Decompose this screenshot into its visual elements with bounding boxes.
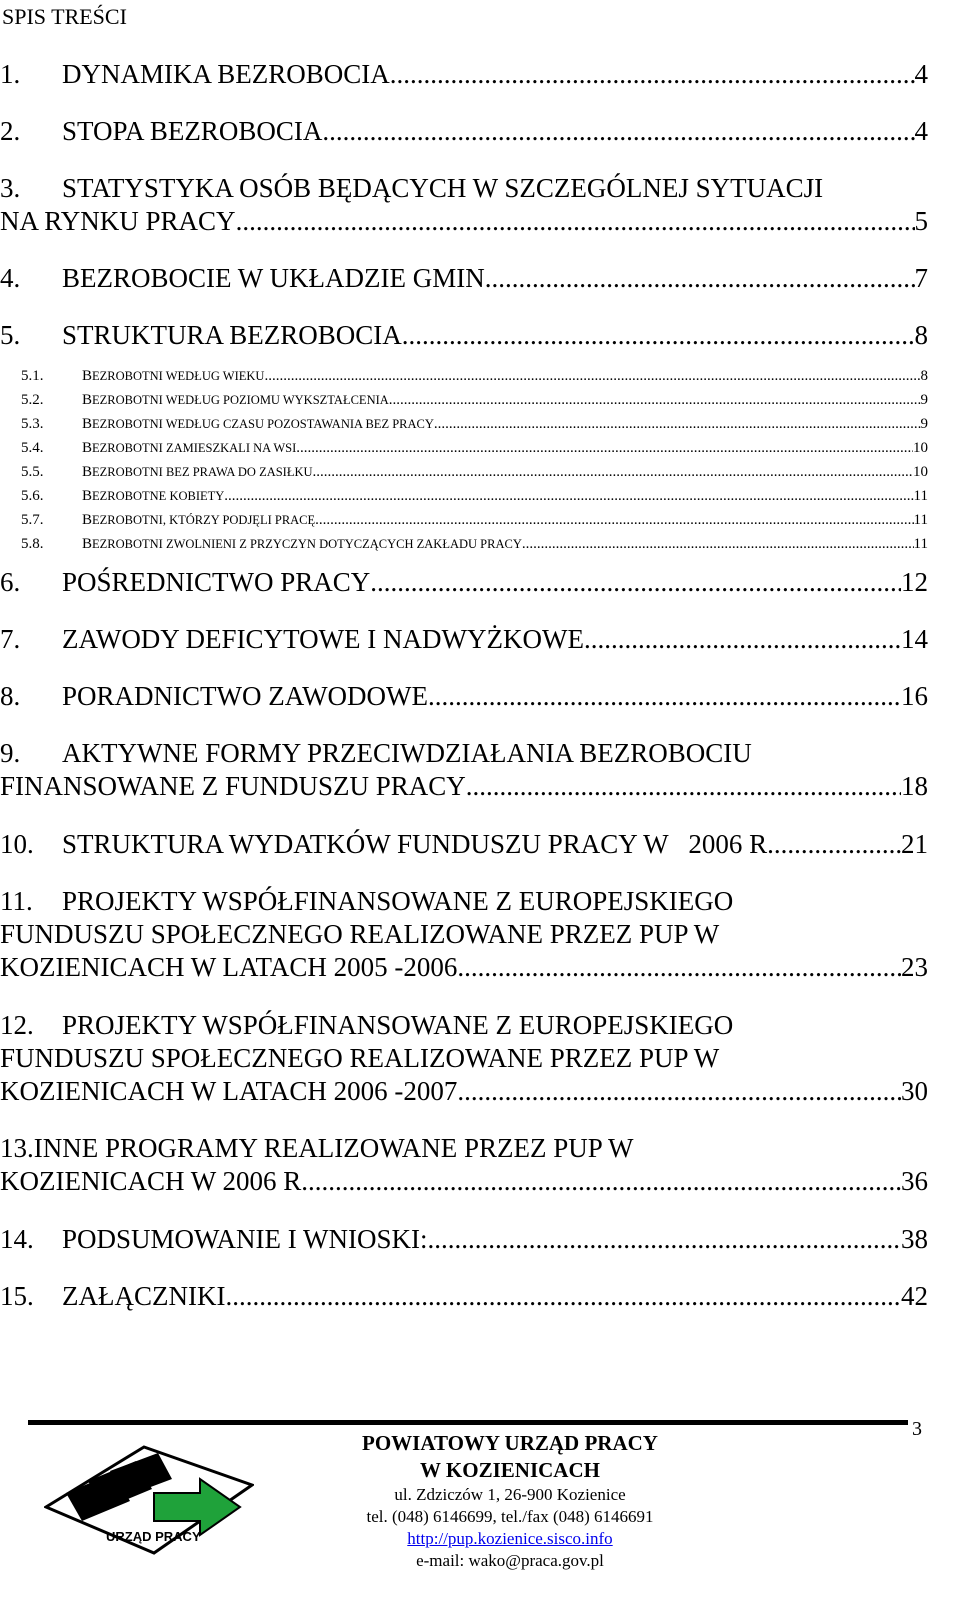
toc-entry-title-cont: FUNDUSZU SPOŁECZNEGO REALIZOWANE PRZEZ PUP W [0, 1043, 720, 1073]
toc-subentry-title: BEZROBOTNI BEZ PRAWA DO ZASIŁKU [82, 464, 313, 480]
toc-entry-number: 14. [0, 1224, 34, 1254]
toc-subentry-page: 11 [913, 488, 928, 504]
toc-entry-title-cont: KOZIENICACH W LATACH 2006 -2007 [0, 1076, 458, 1106]
toc-entry-number: 15. [0, 1281, 34, 1311]
toc-subentry-page: 10 [913, 440, 928, 456]
toc-subentry[interactable] [21, 461, 928, 483]
toc-entry-page: 36 [901, 1166, 928, 1196]
toc-entry-title: AKTYWNE FORMY PRZECIWDZIAŁANIA BEZROBOCIU [62, 738, 752, 768]
footer-address-block [300, 1430, 720, 1572]
toc-subentry-page: 9 [920, 416, 928, 432]
toc-entry-number: 7. [0, 624, 21, 654]
toc-subentry-number: 5.1. [21, 368, 44, 384]
toc-entry-title: STRUKTURA WYDATKÓW FUNDUSZU PRACY W 2006 R. [62, 829, 774, 859]
toc-entry-page: 12 [901, 567, 928, 597]
toc-subentry-number: 5.7. [21, 512, 44, 528]
toc-entry-title: ZAWODY DEFICYTOWE I NADWYŻKOWE [62, 624, 584, 654]
toc-subentry[interactable] [21, 389, 928, 411]
toc-leader-dots [522, 533, 914, 555]
toc-subentry-title: BEZROBOTNI WEDŁUG POZIOMU WYKSZTAŁCENIA [82, 392, 389, 408]
toc-subentry[interactable] [21, 413, 928, 435]
toc-entry[interactable] [0, 885, 928, 984]
toc-subentry-number: 5.8. [21, 536, 44, 552]
toc-entry-page: 18 [901, 771, 928, 801]
toc-subentry[interactable] [21, 485, 928, 507]
toc-entry-number: 1. [0, 59, 21, 89]
office-email[interactable]: e-mail: wako@praca.gov.pl [416, 1551, 604, 1570]
toc-subentry-number: 5.4. [21, 440, 44, 456]
toc-entry[interactable] [0, 680, 928, 712]
toc-leader-dots [457, 951, 901, 984]
toc-entry[interactable] [0, 1009, 928, 1108]
logo-arrow [154, 1479, 240, 1535]
toc-leader-dots [774, 828, 901, 860]
urzad-pracy-logo [44, 1445, 254, 1555]
toc-entry-page: 4 [914, 116, 928, 146]
toc-leader-dots [313, 461, 913, 483]
toc-entry-title: 13.INNE PROGRAMY REALIZOWANE PRZEZ PUP W [0, 1133, 634, 1163]
toc-entry[interactable] [0, 319, 928, 351]
toc-entry-title: PODSUMOWANIE I WNIOSKI: [62, 1224, 428, 1254]
toc-leader-dots [389, 389, 921, 411]
toc-entry-title-cont: KOZIENICACH W LATACH 2005 -2006 [0, 952, 458, 982]
toc-entry[interactable] [0, 737, 928, 803]
office-name-line1: POWIATOWY URZĄD PRACY [362, 1431, 658, 1455]
toc-entry-number: 10. [0, 829, 34, 859]
toc-leader-dots [296, 437, 913, 459]
toc-entry-title-cont: FUNDUSZU SPOŁECZNEGO REALIZOWANE PRZEZ PUP W [0, 919, 720, 949]
toc-subentry-number: 5.3. [21, 416, 44, 432]
toc-entry-page: 16 [901, 681, 928, 711]
toc-leader-dots [485, 262, 915, 294]
toc-entry-title: PROJEKTY WSPÓŁFINANSOWANE Z EUROPEJSKIEGO [62, 1010, 734, 1040]
toc-entry-number: 3. [0, 173, 21, 203]
toc-entry-page: 7 [914, 263, 928, 293]
toc-entry-page: 23 [901, 952, 928, 982]
toc-entry-number: 4. [0, 263, 21, 293]
toc-entry[interactable] [0, 172, 928, 238]
toc-entry-title-cont: KOZIENICACH W 2006 R. [0, 1166, 308, 1196]
toc-entry-title-cont: NA RYNKU PRACY [0, 206, 236, 236]
toc-leader-dots [224, 485, 913, 507]
toc-entry-title: STOPA BEZROBOCIA [62, 116, 323, 146]
toc-entry[interactable] [0, 828, 928, 860]
toc-leader-dots [264, 365, 920, 387]
toc-entry-number: 8. [0, 681, 21, 711]
toc-subentry-page: 11 [913, 536, 928, 552]
toc-entry-title: PORADNICTWO ZAWODOWE [62, 681, 429, 711]
toc-entry[interactable] [0, 115, 928, 147]
office-website-link[interactable]: http://pup.kozienice.sisco.info [407, 1529, 613, 1548]
toc-leader-dots [584, 623, 901, 655]
toc-leader-dots [466, 770, 901, 803]
toc-entry-page: 30 [901, 1076, 928, 1106]
toc-entry-number: 11. [0, 886, 33, 916]
toc-leader-dots [315, 509, 913, 531]
toc-entry-title: ZAŁĄCZNIKI [62, 1281, 226, 1311]
toc-subentry-page: 10 [913, 464, 928, 480]
logo-text: URZĄD PRACY [106, 1529, 201, 1544]
toc-subentry[interactable] [21, 533, 928, 555]
toc-subentry[interactable] [21, 509, 928, 531]
toc-leader-dots [370, 566, 901, 598]
toc-subentry-page: 8 [920, 368, 928, 384]
toc-subentry-title: BEZROBOTNI, KTÓRZY PODJĘLI PRACĘ [82, 512, 316, 528]
toc-entry-number: 9. [0, 738, 21, 768]
toc-entry[interactable] [0, 623, 928, 655]
toc-leader-dots [428, 680, 901, 712]
toc-entry[interactable] [0, 1223, 928, 1255]
toc-subentry-number: 5.5. [21, 464, 44, 480]
footer-rule [28, 1420, 908, 1425]
toc-leader-dots [322, 115, 914, 147]
toc-subentry-title: BEZROBOTNI WEDŁUG WIEKU [82, 368, 265, 384]
toc-subentry-title: BEZROBOTNE KOBIETY [82, 488, 225, 504]
toc-entry-page: 5 [914, 206, 928, 236]
toc-subentry-title: BEZROBOTNI WEDŁUG CZASU POZOSTAWANIA BEZ PRACY [82, 416, 434, 432]
office-address: ul. Zdziczów 1, 26-900 Kozienice [394, 1485, 626, 1504]
toc-subentry-number: 5.6. [21, 488, 44, 504]
toc-entry-title: STATYSTYKA OSÓB BĘDĄCYCH W SZCZEGÓLNEJ SYTUACJI [62, 173, 824, 203]
toc-leader-dots [434, 413, 921, 435]
toc-entry[interactable] [0, 58, 928, 90]
page-number: 3 [912, 1418, 922, 1440]
toc-entry-number: 12. [0, 1010, 34, 1040]
toc-entry-number: 2. [0, 116, 21, 146]
toc-leader-dots [308, 1165, 901, 1198]
toc-leader-dots [457, 1075, 901, 1108]
toc-leader-dots [236, 205, 915, 238]
toc-entry-page: 42 [901, 1281, 928, 1311]
toc-entry[interactable] [0, 1280, 928, 1312]
toc-entry-title: STRUKTURA BEZROBOCIA [62, 320, 402, 350]
toc-subentry-title: BEZROBOTNI ZWOLNIENI Z PRZYCZYN DOTYCZĄCYCH ZAKŁADU PRACY [82, 536, 522, 552]
toc-entry-page: 21 [901, 829, 928, 859]
toc-entry-page: 4 [914, 59, 928, 89]
toc-subentry[interactable] [21, 437, 928, 459]
office-name-line2: W KOZIENICACH [420, 1458, 600, 1482]
toc-subentry-title: BEZROBOTNI ZAMIESZKALI NA WSI [82, 440, 297, 456]
toc-leader-dots [225, 1280, 901, 1312]
toc-entry-page: 14 [901, 624, 928, 654]
office-phone: tel. (048) 6146699, tel./fax (048) 6146691 [366, 1507, 654, 1526]
toc-title: SPIS TREŚCI [2, 4, 127, 29]
toc-entry-title: PROJEKTY WSPÓŁFINANSOWANE Z EUROPEJSKIEGO [62, 886, 734, 916]
toc-entry-number: 5. [0, 320, 21, 350]
toc-entry[interactable] [0, 566, 928, 598]
toc-entry-page: 38 [901, 1224, 928, 1254]
toc-entry-title: BEZROBOCIE W UKŁADZIE GMIN [62, 263, 485, 293]
toc-leader-dots [390, 58, 915, 90]
toc-subentry-page: 11 [913, 512, 928, 528]
toc-entry-title: DYNAMIKA BEZROBOCIA [62, 59, 390, 89]
toc-leader-dots [402, 319, 915, 351]
toc-entry-title-cont: FINANSOWANE Z FUNDUSZU PRACY [0, 771, 466, 801]
toc-subentry-number: 5.2. [21, 392, 44, 408]
toc-entry[interactable] [0, 1132, 928, 1198]
toc-entry-title: POŚREDNICTWO PRACY [62, 567, 371, 597]
toc-entry-number: 6. [0, 567, 21, 597]
toc-entry[interactable] [0, 262, 928, 294]
toc-subentry-page: 9 [920, 392, 928, 408]
toc-leader-dots [428, 1223, 902, 1255]
toc-entry-page: 8 [914, 320, 928, 350]
toc-subentry[interactable] [21, 365, 928, 387]
